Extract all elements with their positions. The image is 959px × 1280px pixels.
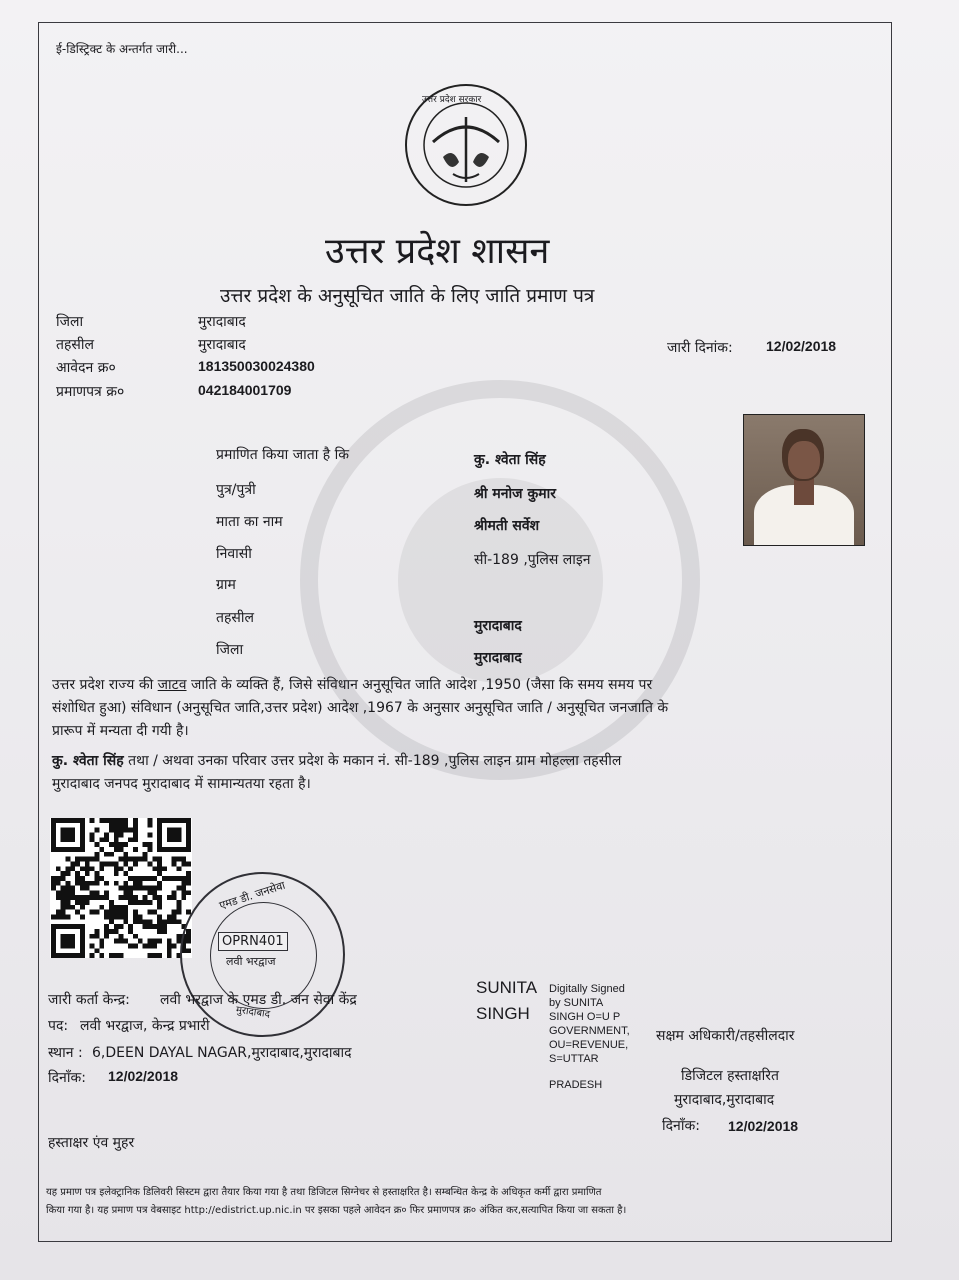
post-label: पद: [48,1018,69,1034]
caste-name: जाटव [157,677,187,693]
post-value: लवी भरद्वाज, केन्द्र प्रभारी [80,1018,210,1034]
certificate-title: उत्तर प्रदेश के अनुसूचित जाति के लिए जाति प्रमाण पत्र [220,285,595,307]
issuer-stamp [180,872,345,1037]
resident-label: निवासी [216,546,252,562]
tehsil-value: मुरादाबाद [198,337,246,353]
footer-note-line1: यह प्रमाण पत्र इलेक्ट्रानिक डिलिवरी सिस्टम द्वारा तैयार किया गया है तथा डिजिटल सिग्नेचर से हस्ताक्षरित है। सम्बन्धित केन्द्र के अधिकृत कर्मी द्वारा प्रमाणित [46,1187,602,1198]
mother-label: माता का नाम [216,514,283,530]
issuing-center-value: लवी भरद्वाज के एमड डी. जन सेवा केंद्र [160,992,357,1008]
stamp-code: OPRN401 [218,932,288,951]
sig-detail-2: by SUNITA [549,997,604,1009]
issuer-date-value: 12/02/2018 [108,1068,179,1084]
digital-signature-details [549,982,630,1092]
person-tehsil-label: तहसील [216,610,254,626]
issue-date-value: 12/02/2018 [766,338,837,354]
issued-under-note: ई-डिस्ट्रिक्ट के अन्तर्गत जारी... [56,42,188,56]
para1-line2: संशोधित हुआ) संविधान (अनुसूचित जाति,उत्तर प्रदेश) आदेश ,1967 के अनुसार अनुसूचित जाति / अनुसूचित जनजाति के [52,700,669,716]
para2-line2: मुरादाबाद जनपद मुरादाबाद में सामान्यतया रहता है। [52,776,311,792]
government-title: उत्तर प्रदेश शासन [325,231,550,272]
district-label: जिला [56,314,84,330]
footer-note-line2: किया गया है। यह प्रमाण पत्र वेबसाइट http://edistrict.up.nic.in पर इसका पहले आवेदन क्र० फिर प्रमाणपत्र क्र० अंकित कर,सत्यापित किया जा सकता है। [46,1205,627,1216]
village-label: ग्राम [216,577,236,593]
residence-paragraph [52,750,852,796]
sig-detail-6: S=UTTAR [549,1053,599,1065]
district-value: मुरादाबाद [198,314,246,330]
signer-name-line1: SUNITA [476,978,538,997]
place-label: स्थान : [48,1045,83,1061]
child-of-label: पुत्र/पुत्री [216,482,256,498]
authority-title: सक्षम अधिकारी/तहसीलदार [656,1028,795,1044]
certificate-number-label: प्रमाणपत्र क्र० [56,384,125,400]
sig-detail-3: SINGH O=U P [549,1011,621,1023]
person-tehsil-value: मुरादाबाद [474,618,522,634]
stamp-bottom-text: मुरादाबाद [235,1004,271,1021]
person-district-value: मुरादाबाद [474,650,522,666]
issuing-center-label: जारी कर्ता केन्द्र: [48,992,130,1008]
sig-detail-7: PRADESH [549,1079,603,1091]
para2-name: कु. श्वेता सिंह [52,753,124,769]
certified-label: प्रमाणित किया जाता है कि [216,447,350,463]
father-name: श्री मनोज कुमार [474,486,556,502]
applicant-photo [743,414,865,546]
para1-line3: प्रारूप में मन्यता दी गयी है। [52,723,189,739]
signer-name-line2: SINGH [476,1004,530,1023]
para1-rest: जाति के व्यक्ति हैं, जिसे संविधान अनुसूचित जाति आदेश ,1950 (जैसा कि समय समय पर [186,677,653,693]
person-district-label: जिला [216,642,244,658]
application-number: 181350030024380 [198,358,315,374]
issuer-date-label: दिनाँक: [48,1070,86,1086]
tehsil-label: तहसील [56,337,94,353]
application-label: आवेदन क्र० [56,360,116,376]
certificate-number: 042184001709 [198,382,292,398]
sig-detail-5: OU=REVENUE, [549,1039,629,1051]
para2-line1: तथा / अथवा उनका परिवार उत्तर प्रदेश के मकान नं. सी-189 ,पुलिस लाइन ग्राम मोहल्ला तहसील [123,753,622,769]
stamp-outer-text: एमड डी. जनसेवा [217,878,287,913]
authority-place: मुरादाबाद,मुरादाबाद [674,1092,775,1108]
certified-name: कु. श्वेता सिंह [474,452,546,468]
signature-and-seal-label: हस्ताक्षर एंव मुहर [48,1135,135,1151]
issue-date-label: जारी दिनांक: [667,340,733,356]
stamp-inner-text: लवी भरद्वाज [226,955,276,968]
digital-sign-label: डिजिटल हस्ताक्षरित [681,1068,779,1084]
resident-value: सी-189 ,पुलिस लाइन [474,552,591,568]
qr-code [50,818,192,958]
sig-detail-1: Digitally Signed [549,983,625,995]
authority-date-value: 12/02/2018 [728,1118,799,1134]
sig-detail-4: GOVERNMENT, [549,1025,630,1037]
caste-paragraph [52,674,852,743]
place-value: 6,DEEN DAYAL NAGAR,मुरादाबाद,मुरादाबाद [92,1045,352,1061]
authority-date-label: दिनाँक: [662,1118,700,1134]
emblem-text: उत्तर प्रदेश सरकार [422,95,482,105]
mother-name: श्रीमती सर्वेश [474,518,540,534]
para1-start: उत्तर प्रदेश राज्य की [52,677,158,693]
